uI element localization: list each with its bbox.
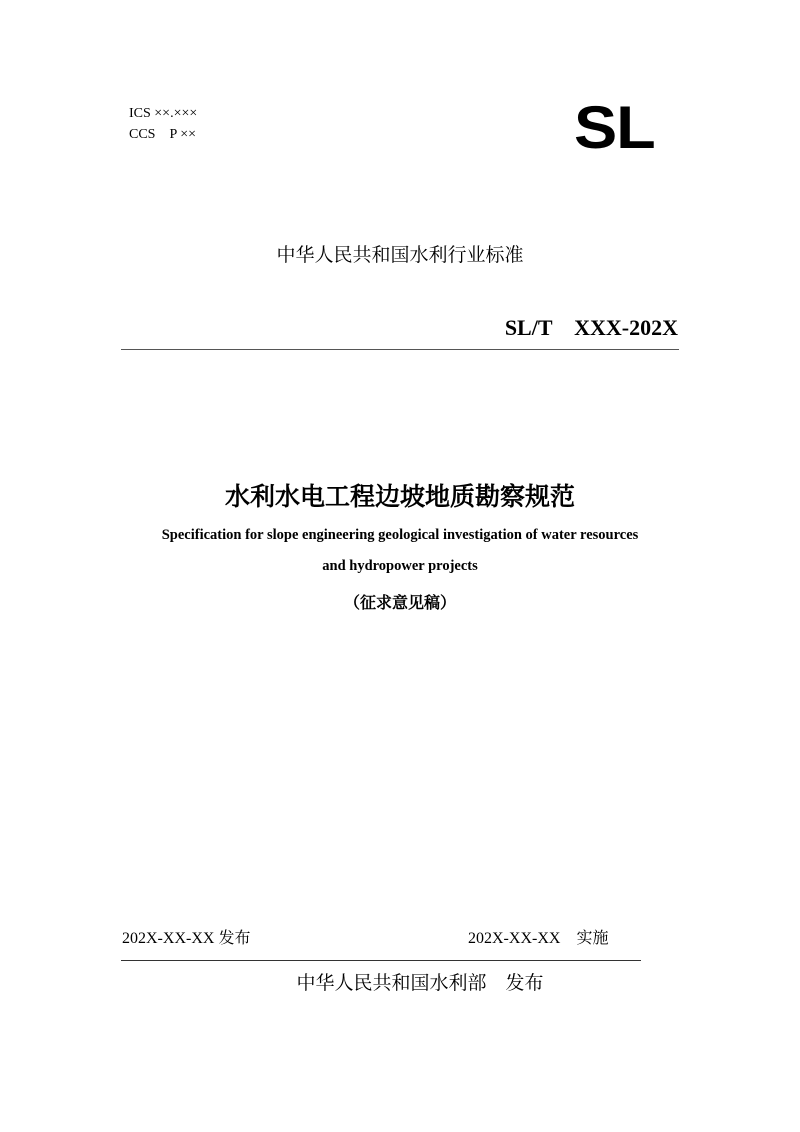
bottom-divider xyxy=(121,960,641,961)
document-title-chinese: 水利水电工程边坡地质勘察规范 xyxy=(224,482,575,511)
classification-codes xyxy=(129,103,197,145)
document-title-english-line1: Specification for slope engineering geological investigation of water resources xyxy=(161,527,639,543)
publisher-line: 中华人民共和国水利部 发布 xyxy=(296,972,544,994)
implement-label: 实施 xyxy=(576,928,609,947)
ics-code: ICS ××.××× xyxy=(129,106,198,121)
implement-date-line xyxy=(468,927,608,950)
top-divider xyxy=(121,349,679,350)
ccs-code: CCS P ×× xyxy=(129,127,197,142)
publish-date: 202X-XX-XX xyxy=(122,930,215,947)
publish-date-line xyxy=(122,927,250,950)
document-title-english-line2: and hydropower projects xyxy=(322,558,478,574)
standard-number: SL/T XXX-202X xyxy=(504,315,678,340)
implement-date: 202X-XX-XX xyxy=(468,930,561,947)
industry-standard-heading: 中华人民共和国水利行业标准 xyxy=(276,244,524,266)
publish-label: 发布 xyxy=(218,928,251,947)
draft-status: （征求意见稿） xyxy=(343,593,456,612)
sl-logo: SL xyxy=(574,94,655,161)
